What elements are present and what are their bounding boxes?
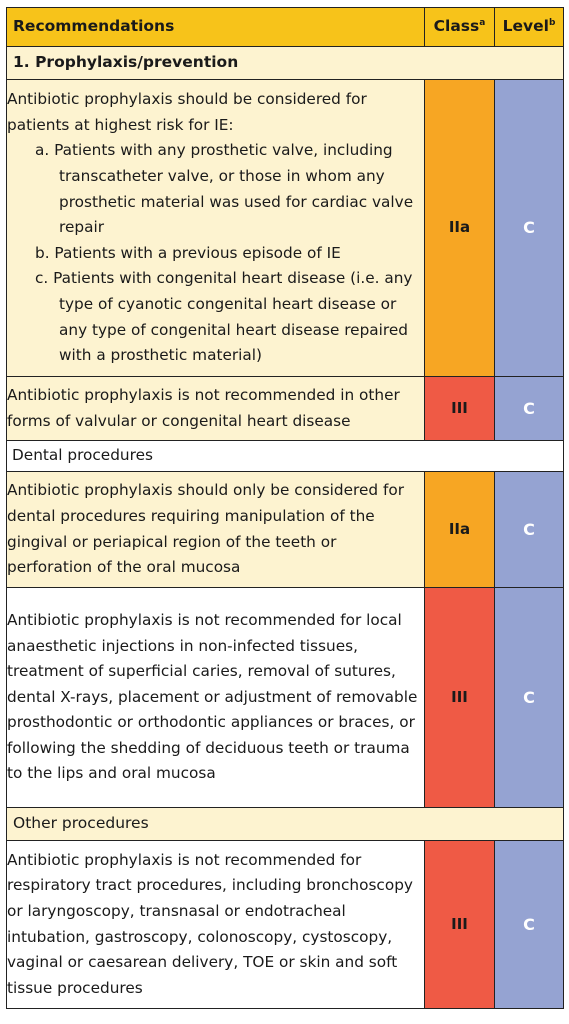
recommendation-row [7,472,564,588]
class-cell: III [425,588,495,808]
class-cell: III [425,841,495,1009]
list-item: b. Patients with a previous episode of IE [35,243,341,262]
level-cell: C [495,377,564,441]
recommendation-row [7,588,564,808]
class-header: Class$^a$ [425,8,495,47]
list-item: a. Patients with any prosthetic valve, including transcatheter valve, or those in whom any prosthetic material was used for cardiac valve repair [35,141,414,237]
section-heading: 1. Prophylaxis/prevention [7,47,564,80]
recommendation-text [7,80,425,377]
recommendation-row [7,80,564,377]
level-header: Level$^b$ [495,8,564,47]
level-cell: C [495,80,564,377]
section-heading-row [7,47,564,80]
subheading-other: Other procedures [7,808,564,841]
recommendation-row [7,841,564,1009]
level-cell: C [495,841,564,1009]
subheading-row [7,808,564,841]
recommendation-text: Antibiotic prophylaxis is not recommended for respiratory tract procedures, including bronchoscopy or laryngoscopy, transnasal or endotracheal intubation, gastroscopy, colonoscopy, cystoscopy, vaginal or caesarean delivery, TOE or skin and soft tissue procedures [7,841,425,1009]
subheading-dental: Dental procedures [7,441,564,472]
class-cell: IIa [425,80,495,377]
recommendation-line: patients at highest risk for IE: [7,115,234,134]
recommendation-line: Antibiotic prophylaxis should be considered for [7,90,367,109]
recommendation-text: Antibiotic prophylaxis is not recommended in other forms of valvular or congenital heart disease [7,377,425,441]
class-cell: IIa [425,472,495,588]
table-header-row [7,8,564,47]
subheading-row [7,441,564,472]
recommendation-text: Antibiotic prophylaxis is not recommended for local anaesthetic injections in non-infected tissues, treatment of superficial caries, removal of sutures, dental X-rays, placement or adjustment of removable prosthodontic or orthodontic appliances or braces, or following the shedding of deciduous teeth or trauma to the lips and oral mucosa [7,588,425,808]
recommendation-text: Antibiotic prophylaxis should only be considered for dental procedures requiring manipulation of the gingival or periapical region of the teeth or perforation of the oral mucosa [7,472,425,588]
recommendations-header: Recommendations [7,8,425,47]
recommendations-table [6,7,564,1009]
list-item: c. Patients with congenital heart disease (i.e. any type of cyanotic congenital heart disease or any type of congenital heart disease repaired with a prosthetic material) [35,269,413,365]
class-cell: III [425,377,495,441]
level-cell: C [495,472,564,588]
level-cell: C [495,588,564,808]
recommendation-row [7,377,564,441]
